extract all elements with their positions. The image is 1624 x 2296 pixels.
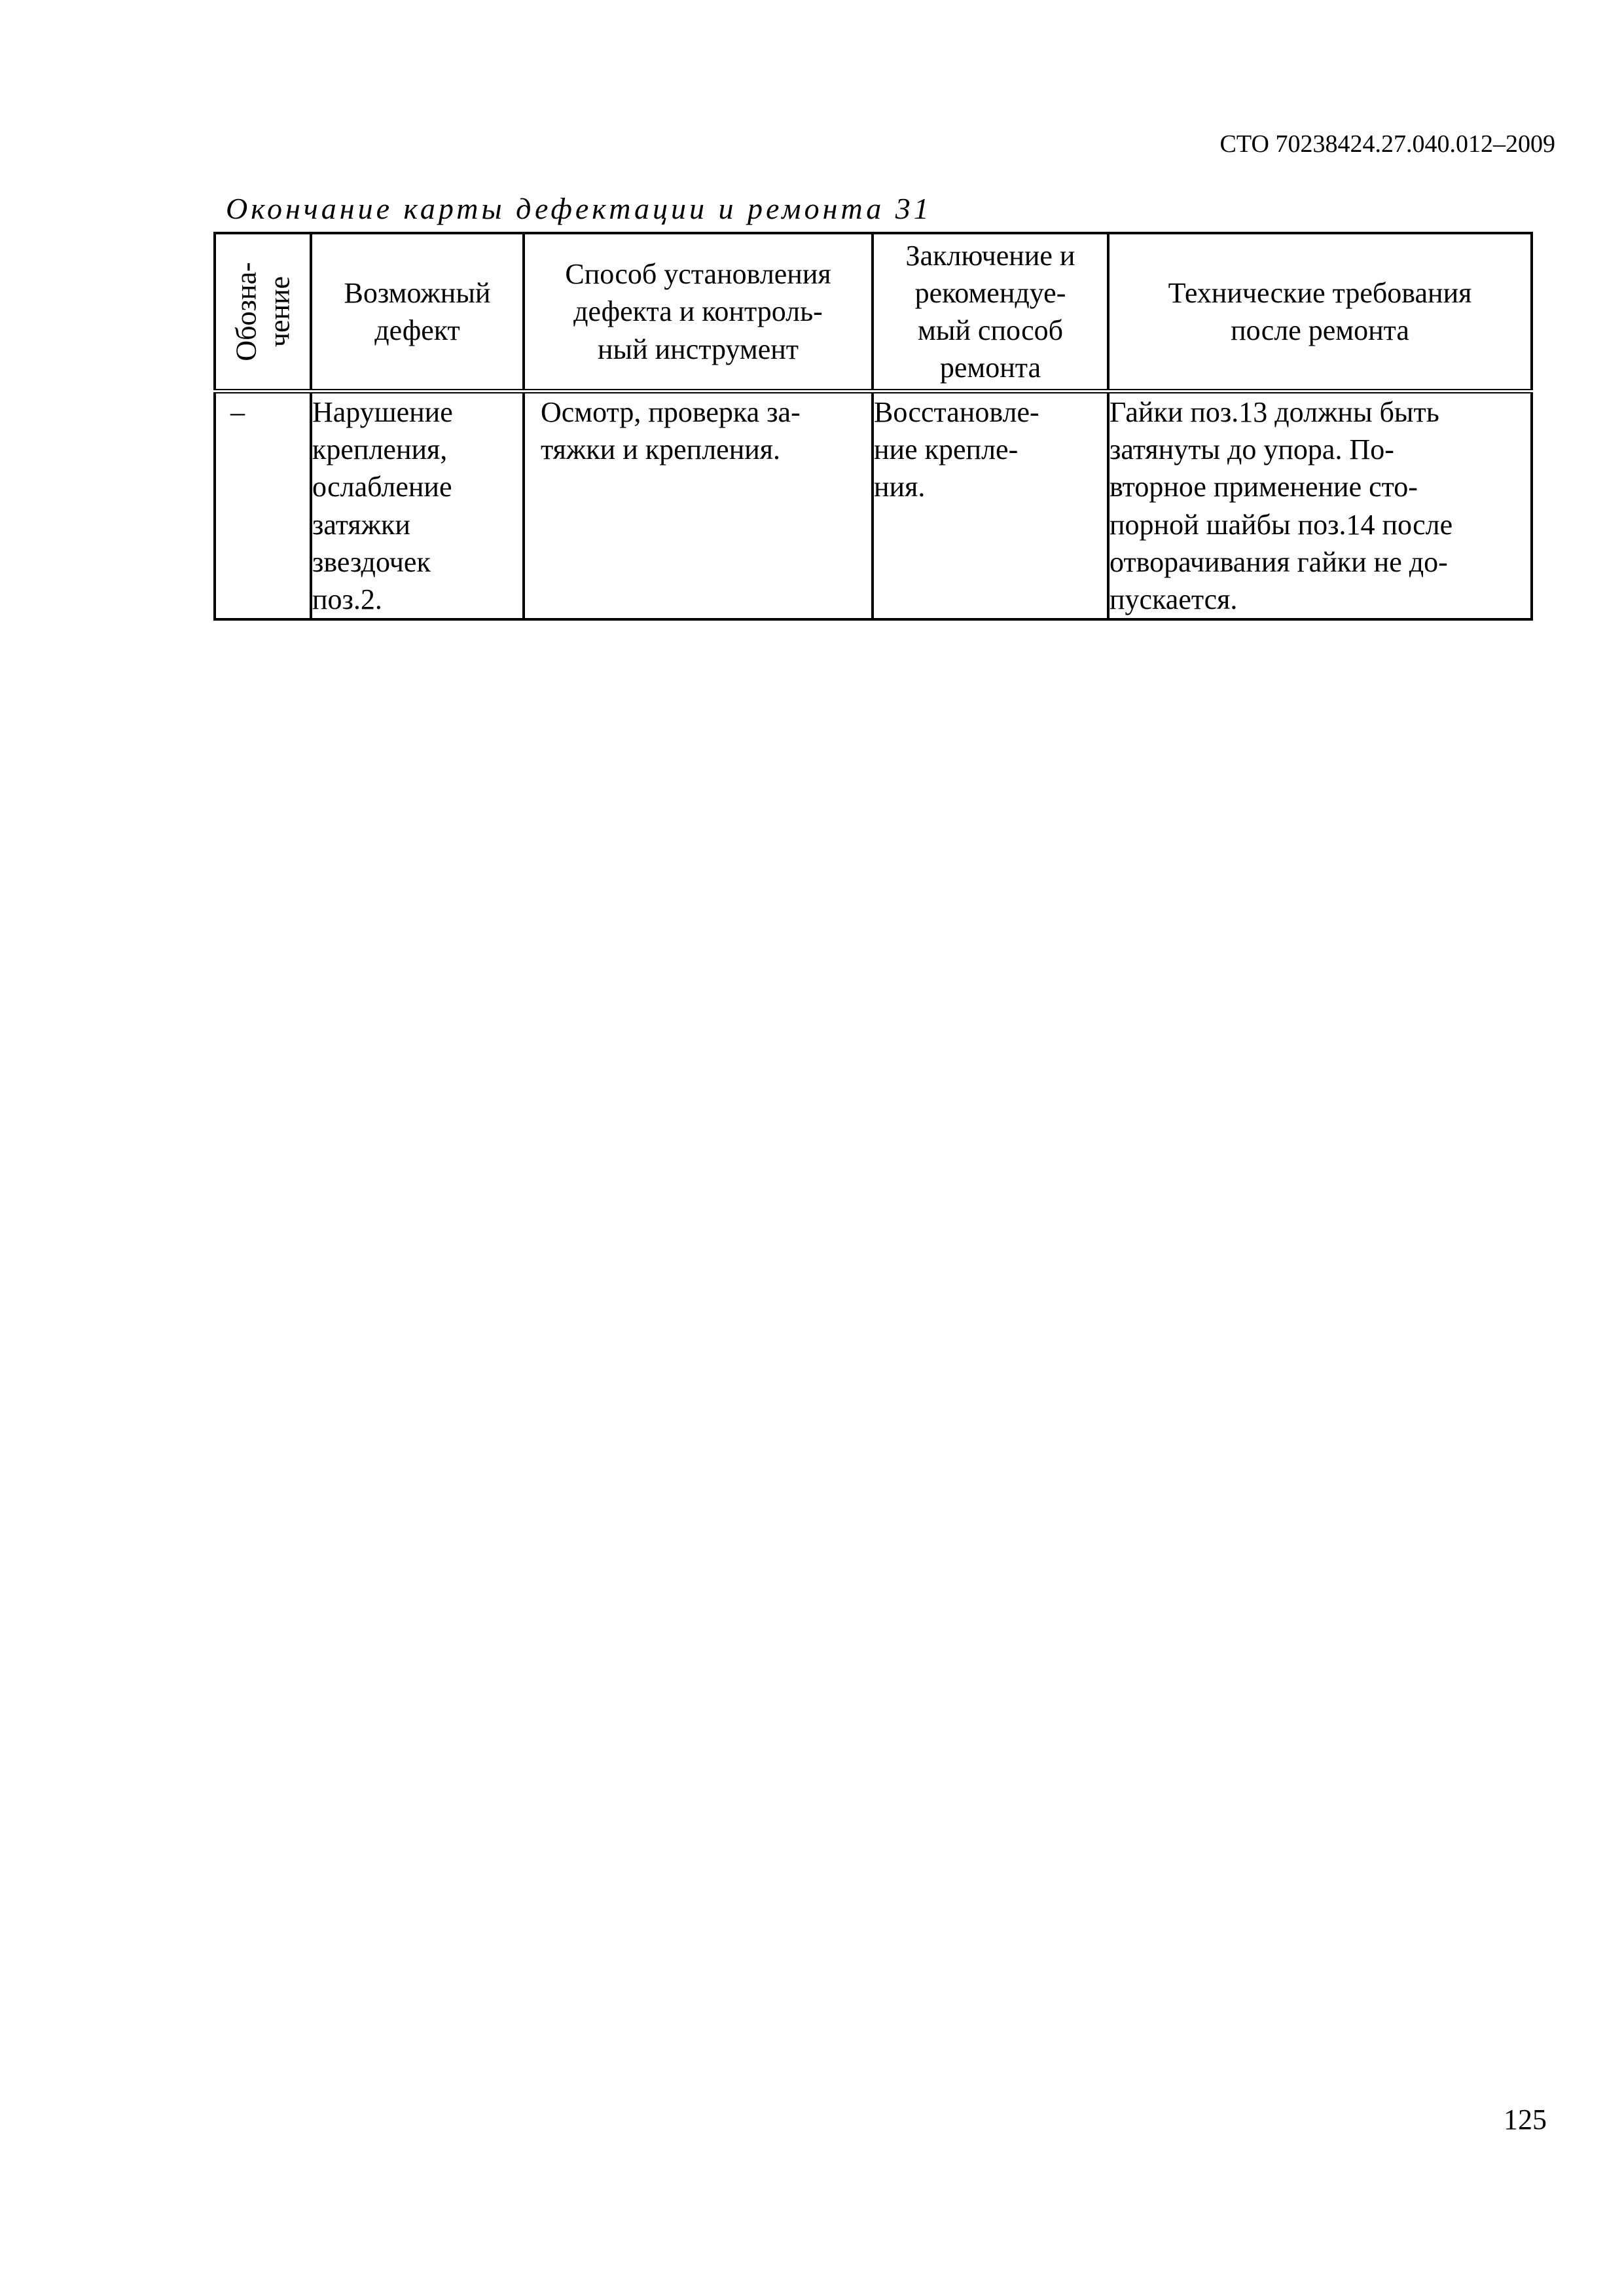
cell-detection-method (524, 392, 873, 620)
cell-detection-method-text: Осмотр, проверка за- тяжки и крепления. (541, 396, 801, 466)
column-header-tech-requirements (1108, 233, 1532, 392)
cell-possible-defect (311, 392, 524, 620)
document-code: СТО 70238424.27.040.012–2009 (1219, 130, 1555, 158)
column-header-possible-defect-label: Возможный дефект (344, 276, 491, 346)
cell-designation (215, 392, 311, 620)
column-header-conclusion (873, 233, 1108, 392)
table-caption: Окончание карты дефектации и ремонта 31 (226, 192, 932, 225)
column-header-detection-method (524, 233, 873, 392)
column-header-designation-label: Обозна- чение (229, 262, 295, 361)
table-row (215, 392, 1532, 620)
cell-conclusion (873, 392, 1108, 620)
table-header-row (215, 233, 1532, 392)
cell-possible-defect-text: Нарушение крепления, ослабление затяжки звездочек поз.2. (312, 396, 453, 615)
column-header-designation (215, 233, 311, 392)
page-number: 125 (1504, 2104, 1547, 2136)
column-header-conclusion-label: Заключение и рекомендуе- мый способ ремонта (905, 239, 1075, 384)
column-header-possible-defect (311, 233, 524, 392)
defect-repair-table (213, 232, 1533, 621)
column-header-detection-method-label: Способ установления дефекта и контроль- ный инструмент (565, 258, 831, 365)
cell-conclusion-text: Восстановле- ние крепле- ния. (874, 396, 1039, 503)
cell-tech-requirements (1108, 392, 1532, 620)
cell-tech-requirements-text: Гайки поз.13 должны быть затянуты до упора. По- вторное применение сто- порной шайбы поз.14 после отворачивания гайки не до- пускается. (1110, 396, 1453, 615)
column-header-tech-requirements-label: Технические требования после ремонта (1168, 276, 1472, 346)
cell-designation-text: – (230, 396, 245, 428)
